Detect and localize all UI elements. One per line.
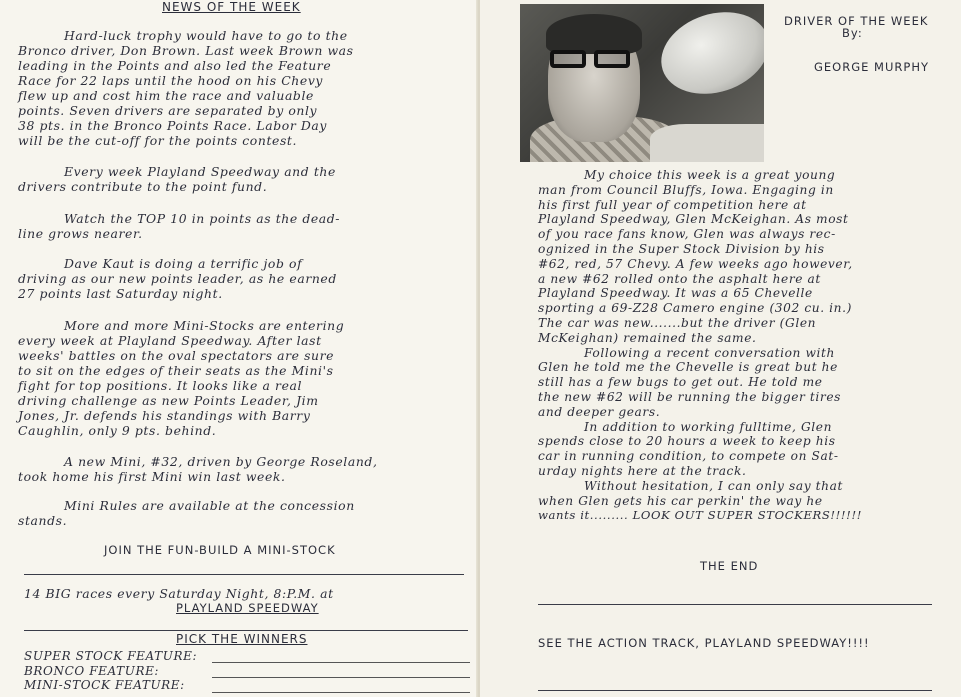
text-line: car in running condition, to compete on Sat- [538,449,839,464]
text-line: man from Council Bluffs, Iowa. Engaging in [538,182,834,197]
paragraph-hard-luck [18,28,470,148]
divider [538,604,932,605]
text-line: wants it......... LOOK OUT SUPER STOCKERS!!!!!! [538,508,862,523]
driver-of-week-title: DRIVER OF THE WEEK [784,14,929,28]
glasses-icon [550,50,638,70]
text-line: of you race fans know, Glen was always rec- [538,227,836,242]
text-line: 38 pts. in the Bronco Points Race. Labor Day [18,118,328,133]
paragraph-my-choice [538,168,958,523]
text-line: Dave Kaut is doing a terrific job of [64,256,303,271]
text-line: every week at Playland Speedway. After last [18,333,322,348]
text-line: Bronco driver, Don Brown. Last week Brown was [18,43,354,58]
author-name: GEORGE MURPHY [814,60,929,74]
playland-speedway-label: PLAYLAND SPEEDWAY [176,601,319,615]
text-line: Following a recent conversation with [584,345,835,360]
text-line: Race for 22 laps until the hood on his Chevy [18,73,324,88]
paragraph-point-fund [18,164,470,194]
paragraph-mini-stocks [18,318,470,438]
text-line: fight for top positions. It looks like a real [18,378,303,393]
text-line: Every week Playland Speedway and the [64,164,336,179]
text-line: A new Mini, #32, driven by George Roseland, [64,454,378,469]
pick-label-super-stock: SUPER STOCK FEATURE: [24,649,198,663]
paragraph-dave-kaut [18,256,470,301]
text-line: flew up and cost him the race and valuable [18,88,314,103]
text-line: urday nights here at the track. [538,463,747,478]
shirt-shape [650,124,764,162]
pick-blank-bronco [212,677,470,678]
by-label: By: [842,26,863,40]
text-line: Without hesitation, I can only say that [584,478,843,493]
races-line: 14 BIG races every Saturday Night, 8:P.M. at [24,586,334,601]
paragraph-mini-rules [18,498,470,528]
text-line: spends close to 20 hours a week to keep his [538,434,836,449]
divider [24,574,464,575]
text-line: points. Seven drivers are separated by only [18,103,318,118]
text-line: In addition to working fulltime, Glen [584,419,833,434]
text-line: More and more Mini-Stocks are entering [64,318,345,333]
text-line: drivers contribute to the point fund. [18,179,268,194]
right-page [480,0,961,697]
text-line: driving challenge as new Points Leader, Jim [18,393,319,408]
left-page [0,0,478,697]
paragraph-top-10 [18,211,470,241]
text-line: driving as our new points leader, as he earned [18,271,337,286]
text-line: Mini Rules are available at the concession [64,498,355,513]
pick-label-mini-stock: MINI-STOCK FEATURE: [24,678,185,692]
pick-label-bronco: BRONCO FEATURE: [24,663,160,678]
text-line: weeks' battles on the oval spectators are sure [18,348,335,363]
pick-labels [24,649,197,693]
text-line: Glen he told me the Chevelle is great but he [538,360,838,375]
pick-blank-super-stock [212,662,470,663]
text-line: Watch the TOP 10 in points as the dead- [64,211,341,226]
the-end-label: THE END [700,559,759,573]
hair-shape [546,14,642,54]
text-line: leading in the Points and also led the Feature [18,58,332,73]
text-line: still has a few bugs to get out. He told me [538,375,823,390]
text-line: Jones, Jr. defends his standings with Barry [18,408,311,423]
text-line: The car was new.......but the driver (Glen [538,315,817,330]
text-line: sporting a 69-Z28 Camero engine (302 cu. in.) [538,301,852,316]
text-line: a new #62 rolled onto the asphalt here at [538,271,821,286]
text-line: Playland Speedway, Glen McKeighan. As most [538,212,849,227]
driver-photo [520,4,764,162]
text-line: stands. [18,513,68,528]
text-line: took home his first Mini win last week. [18,469,286,484]
text-line: to sit on the edges of their seats as the Mini's [18,363,334,378]
text-line: My choice this week is a great young [584,168,836,182]
pick-blank-mini-stock [212,692,470,693]
text-line: Caughlin, only 9 pts. behind. [18,423,217,438]
helmet-shape [651,4,764,107]
news-header: NEWS OF THE WEEK [162,0,301,14]
text-line: his first full year of competition here at [538,197,807,212]
text-line: Hard-luck trophy would have to go to the [64,28,348,43]
divider [538,690,932,691]
join-fun-heading: JOIN THE FUN-BUILD A MINI-STOCK [104,543,336,557]
text-line: McKeighan) remained the same. [538,330,757,345]
text-line: line grows nearer. [18,226,143,241]
text-line: ognized in the Super Stock Division by his [538,241,825,256]
paragraph-new-mini [18,454,470,484]
text-line: when Glen gets his car perkin' the way he [538,493,823,508]
text-line: will be the cut-off for the points contest. [18,133,298,148]
text-line: 27 points last Saturday night. [18,286,223,301]
text-line: and deeper gears. [538,404,661,419]
pick-winners-heading: PICK THE WINNERS [176,632,308,646]
text-line: the new #62 will be running the bigger tires [538,389,842,404]
text-line: Playland Speedway. It was a 65 Chevelle [538,286,813,301]
text-line: #62, red, 57 Chevy. A few weeks ago however, [538,256,853,271]
footer-slogan: SEE THE ACTION TRACK, PLAYLAND SPEEDWAY!!!! [538,636,870,650]
divider [24,630,468,631]
